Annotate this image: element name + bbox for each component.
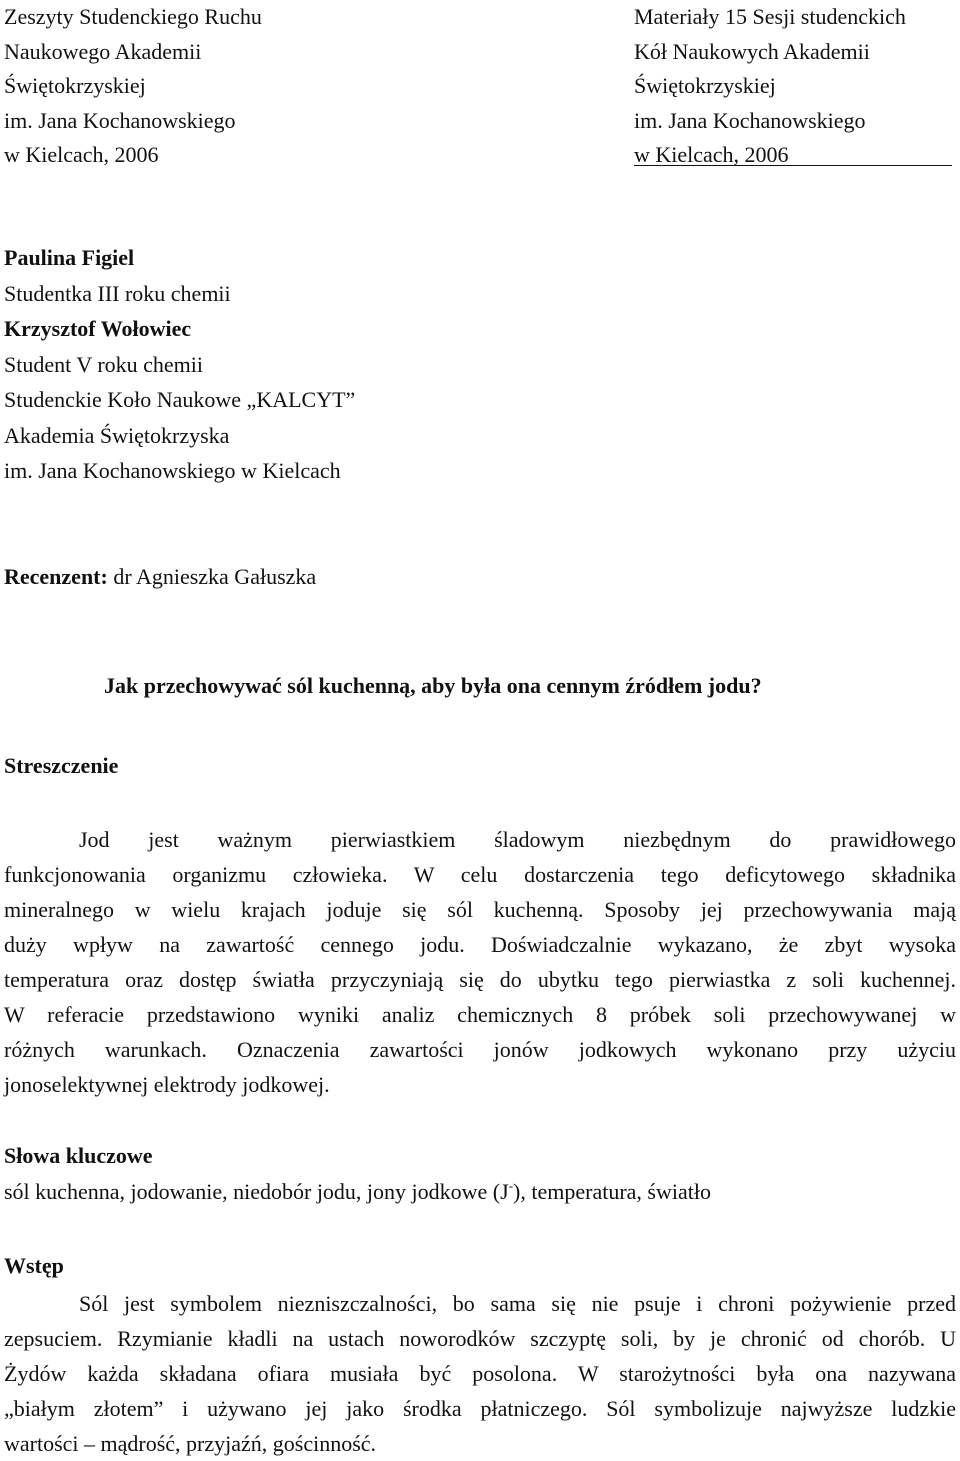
abstract-line: duży wpływ na zawartość cennego jodu. Doświadczalnie wykazano, że zbyt wysoka bbox=[4, 932, 956, 957]
intro-line: wartości – mądrość, przyjaźń, gościnność. bbox=[4, 1431, 377, 1456]
header-right-line: im. Jana Kochanowskiego bbox=[634, 107, 866, 133]
author-name: Krzysztof Wołowiec bbox=[4, 316, 192, 341]
header-divider bbox=[634, 165, 952, 166]
intro-line: Żydów każda składana ofiara musiała być posolona. W starożytności była ona nazywana bbox=[4, 1361, 956, 1386]
affiliation-line: Akademia Świętokrzyska bbox=[4, 422, 230, 448]
header-left-line: Świętokrzyskiej bbox=[4, 73, 146, 98]
keywords-heading: Słowa kluczowe bbox=[4, 1143, 153, 1168]
affiliation-line: im. Jana Kochanowskiego w Kielcach bbox=[4, 458, 341, 483]
paper-title: Jak przechowywać sól kuchenną, aby była ona cennym źródłem jodu? bbox=[104, 673, 762, 698]
abstract-paragraph bbox=[4, 822, 956, 1102]
author-block bbox=[4, 240, 355, 489]
abstract-line: jonoselektywnej elektrody jodkowej. bbox=[4, 1072, 330, 1097]
intro-line: Sól jest symbolem niezniszczalności, bo sama się nie psuje i chroni pożywienie przed bbox=[79, 1291, 956, 1316]
header-left-line: w Kielcach, 2006 bbox=[4, 142, 159, 167]
header-right-line: Materiały 15 Sesji studenckich bbox=[634, 4, 906, 29]
reviewer-name: dr Agnieszka Gałuszka bbox=[107, 564, 317, 589]
intro-line: „białym złotem” i używano jej jako środka płatniczego. Sól symbolizuje najwyższe ludzkie bbox=[4, 1396, 956, 1421]
header-right-line: w Kielcach, 2006 bbox=[634, 142, 789, 167]
keywords-text: sól kuchenna, jodowanie, niedobór jodu, jony jodkowe (J bbox=[4, 1179, 509, 1204]
header-right-line: Świętokrzyskiej bbox=[634, 73, 776, 98]
abstract-line: różnych warunkach. Oznaczenia zawartości jonów jodkowych wykonano przy użyciu bbox=[4, 1037, 956, 1062]
abstract-line: mineralnego w wielu krajach joduje się sól kuchenną. Sposoby jej przechowywania mają bbox=[4, 897, 956, 922]
author-role: Student V roku chemii bbox=[4, 351, 204, 377]
keywords-superscript: - bbox=[508, 1178, 514, 1193]
header-left-line: im. Jana Kochanowskiego bbox=[4, 107, 236, 133]
intro-line: zepsuciem. Rzymianie kładli na ustach noworodków szczyptę soli, by je chronić od chorób. U bbox=[4, 1326, 956, 1351]
intro-heading: Wstęp bbox=[4, 1253, 64, 1278]
intro-paragraph bbox=[4, 1286, 956, 1461]
reviewer-line bbox=[4, 560, 316, 594]
abstract-line: Jod jest ważnym pierwiastkiem śladowym niezbędnym do prawidłowego bbox=[79, 827, 956, 852]
abstract-line: temperatura oraz dostęp światła przyczyniają się do ubytku tego pierwiastka z soli kuchennej. bbox=[4, 967, 956, 992]
keywords-line bbox=[4, 1175, 711, 1209]
journal-header-left bbox=[4, 0, 262, 173]
abstract-heading: Streszczenie bbox=[4, 753, 119, 778]
abstract-line: W referacie przedstawiono wyniki analiz chemicznych 8 próbek soli przechowywanej w bbox=[4, 1002, 956, 1027]
journal-header-right bbox=[634, 0, 906, 173]
research-group: Studenckie Koło Naukowe „KALCYT” bbox=[4, 387, 356, 412]
header-left-line: Naukowego Akademii bbox=[4, 38, 202, 64]
abstract-line: funkcjonowania organizmu człowieka. W celu dostarczenia tego deficytowego składnika bbox=[4, 862, 956, 887]
header-left-line: Zeszyty Studenckiego Ruchu bbox=[4, 4, 262, 29]
reviewer-label: Recenzent: bbox=[4, 564, 108, 589]
header-right-line: Kół Naukowych Akademii bbox=[634, 38, 870, 64]
keywords-text-end: ), temperatura, światło bbox=[513, 1179, 711, 1204]
author-role: Studentka III roku chemii bbox=[4, 280, 231, 306]
author-name: Paulina Figiel bbox=[4, 245, 135, 270]
